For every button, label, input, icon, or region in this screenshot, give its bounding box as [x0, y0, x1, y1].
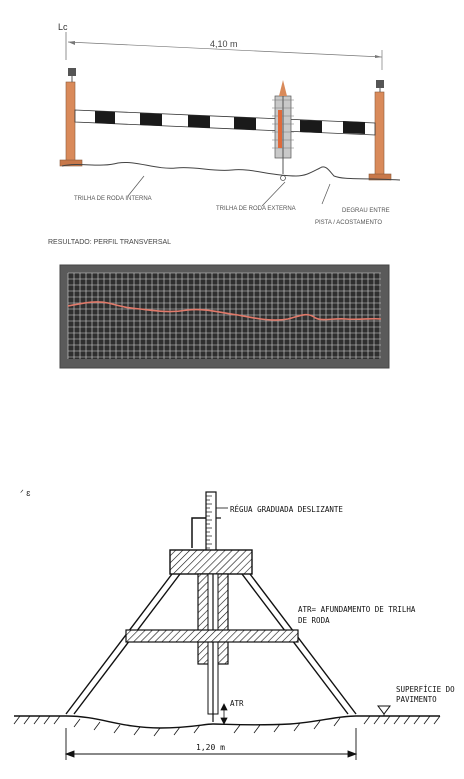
atr-dimension: [221, 704, 227, 724]
sliding-carriage: [272, 80, 294, 181]
label-ruler: RÉGUA GRADUADA DESLIZANTE: [230, 505, 343, 514]
ground-surface-line: [62, 162, 400, 180]
pavement-surface: [14, 716, 440, 736]
callout-arrows: [128, 176, 330, 206]
corner-mark: ᐟ ɛ: [20, 488, 31, 498]
base-width-label: 1,20 m: [196, 743, 225, 752]
label-atr: ATR: [230, 699, 244, 708]
label-surface-line2: PAVIMENTO: [396, 695, 437, 704]
label-atr-line1: ATR= AFUNDAMENTO DE TRILHA: [298, 605, 416, 614]
label-atr-line2: DE RODA: [298, 616, 330, 625]
label-surface-line1: SUPERFÍCIE DO: [396, 685, 455, 694]
rut-depth-gauge-diagram: [0, 478, 464, 779]
label-step-line1: DEGRAU ENTRE: [342, 208, 390, 214]
width-label: 4,10 m: [210, 39, 238, 49]
top-block: [170, 550, 252, 574]
label-inner-track: TRILHA DE RODA INTERNA: [74, 196, 152, 202]
label-outer-track: TRILHA DE RODA EXTERNA: [216, 206, 296, 212]
graduated-ruler: [192, 492, 221, 552]
cross-brace: [126, 630, 298, 642]
label-step-line2: PISTA / ACOSTAMENTO: [315, 220, 383, 226]
profile-chart: [60, 265, 389, 368]
surface-symbol: [378, 706, 390, 716]
centerline-label: Lc: [58, 22, 68, 32]
measuring-beam: [75, 110, 375, 135]
result-title: RESULTADO: PERFIL TRANSVERSAL: [48, 239, 172, 246]
